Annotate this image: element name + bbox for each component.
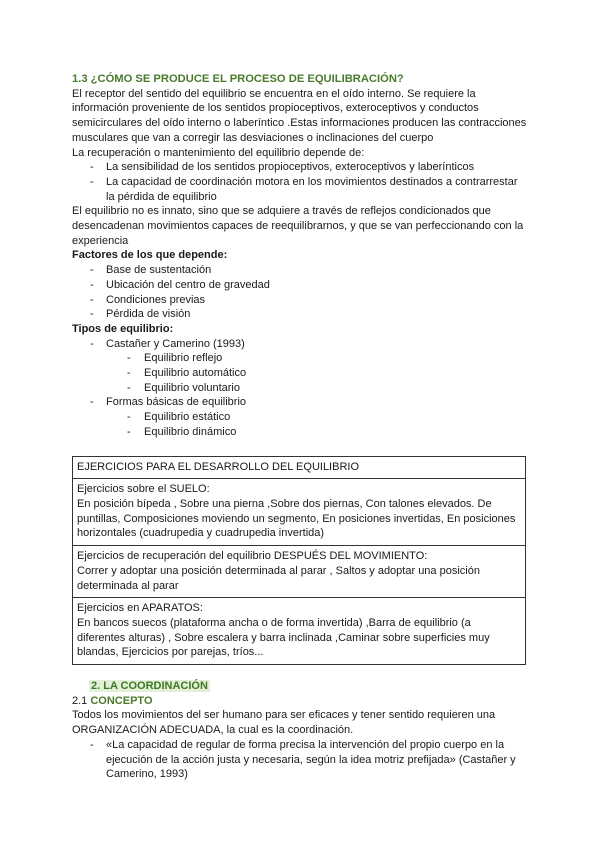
list-item: - Formas básicas de equilibrio: [72, 395, 528, 410]
cell-title: Ejercicios sobre el SUELO:: [77, 483, 210, 496]
section-heading: 1.3 ¿CÓMO SE PRODUCE EL PROCESO DE EQUILIBRACIÓN?: [72, 73, 404, 85]
cell-title: Ejercicios en APARATOS:: [77, 602, 203, 615]
paragraph-coordination: Todos los movimientos del ser humano para ser eficaces y tener sentido requieren una ORGANIZACIÓN ADECUADA, la cual es la coordinación.: [72, 709, 496, 737]
list-item: - La capacidad de coordinación motora en los movimientos destinados a contrarrestar la pérdida de equilibrio: [72, 175, 528, 204]
paragraph-receptor: El receptor del sentido del equilibrio se encuentra en el oído interno. Se requiere la información proveniente de los sentidos propioceptivos, exteroceptivos y conductos semicirculares del oído interno o laberíntico .Estas informaciones producen las contracciones musculares que van a corregir las desviaciones o inclinaciones del cuerpo: [72, 87, 527, 144]
list-item: - Equilibrio voluntario: [72, 381, 528, 396]
table-cell: [73, 479, 526, 546]
list-item: - Base de sustentación: [72, 263, 528, 278]
exercises-table: [72, 456, 526, 665]
factors-list: [72, 263, 528, 322]
subsection-title: CONCEPTO: [90, 694, 153, 707]
list-item: - Equilibrio reflejo: [72, 351, 528, 366]
types-list: [72, 337, 528, 352]
depends-list: [72, 160, 528, 204]
table-row: [73, 479, 526, 546]
cell-body: En bancos suecos (plataforma ancha o de forma invertida) ,Barra de equilibrio (a diferentes alturas) , Sobre escalera y barra inclinada ,Caminar sobre superficies muy blandas, Ejercicios por parejas, tríos...: [77, 616, 490, 659]
paragraph-innate: El equilibrio no es innato, sino que se adquiere a través de reflejos condicionados que desencadenan movimientos capaces de reequilibrarnos, y que se van perfeccionando con la experiencia: [72, 205, 524, 247]
subsection-number: 2.1: [72, 694, 88, 707]
factors-title: Factores de los que depende:: [72, 249, 228, 262]
list-item: - Equilibrio automático: [72, 366, 528, 381]
list-item: - «La capacidad de regular de forma precisa la intervención del propio cuerpo en la ejecución de la acción justa y necesaria, según la idea motriz prefijada» (Castañer y Camerino, 1993): [72, 738, 528, 782]
cell-body: Correr y adoptar una posición determinada al parar , Saltos y adoptar una posición determinada al parar: [77, 564, 480, 592]
list-item: - Castañer y Camerino (1993): [72, 337, 528, 352]
document-page: [72, 70, 528, 782]
types-title: Tipos de equilibrio:: [72, 322, 174, 335]
list-item: - Pérdida de visión: [72, 307, 528, 322]
list-item: - Ubicación del centro de gravedad: [72, 278, 528, 293]
list-item: - Equilibrio estático: [72, 410, 528, 425]
list-item: - Equilibrio dinámico: [72, 425, 528, 440]
section-2-title: 2. LA COORDINACIÓN: [91, 680, 208, 693]
types-list-2: [72, 395, 528, 410]
table-header-cell: EJERCICIOS PARA EL DESARROLLO DEL EQUILIBRIO: [73, 456, 526, 479]
list-item: - Condiciones previas: [72, 293, 528, 308]
list-item: - La sensibilidad de los sentidos propioceptivos, exteroceptivos y laberínticos: [72, 160, 528, 175]
section-2-heading: [89, 679, 528, 694]
quote-list: [72, 738, 528, 782]
cell-body: En posición bípeda , Sobre una pierna ,Sobre dos piernas, Con talones elevados. De puntillas, Composiciones moviendo un segmento, En posiciones invertidas, En posiciones horizontales (cuadrupedia y cuadrupedia invertida): [77, 497, 516, 540]
types-sublist: [72, 351, 528, 395]
table-row: [73, 598, 526, 665]
table-cell: [73, 546, 526, 598]
cell-title: Ejercicios de recuperación del equilibrio DESPUÉS DEL MOVIMIENTO:: [77, 550, 428, 563]
table-cell: [73, 598, 526, 665]
subsection-heading: [72, 694, 528, 709]
table-row: [73, 456, 526, 479]
types-sublist-2: [72, 410, 528, 439]
table-row: [73, 546, 526, 598]
paragraph-recovery: La recuperación o mantenimiento del equilibrio depende de:: [72, 146, 365, 159]
